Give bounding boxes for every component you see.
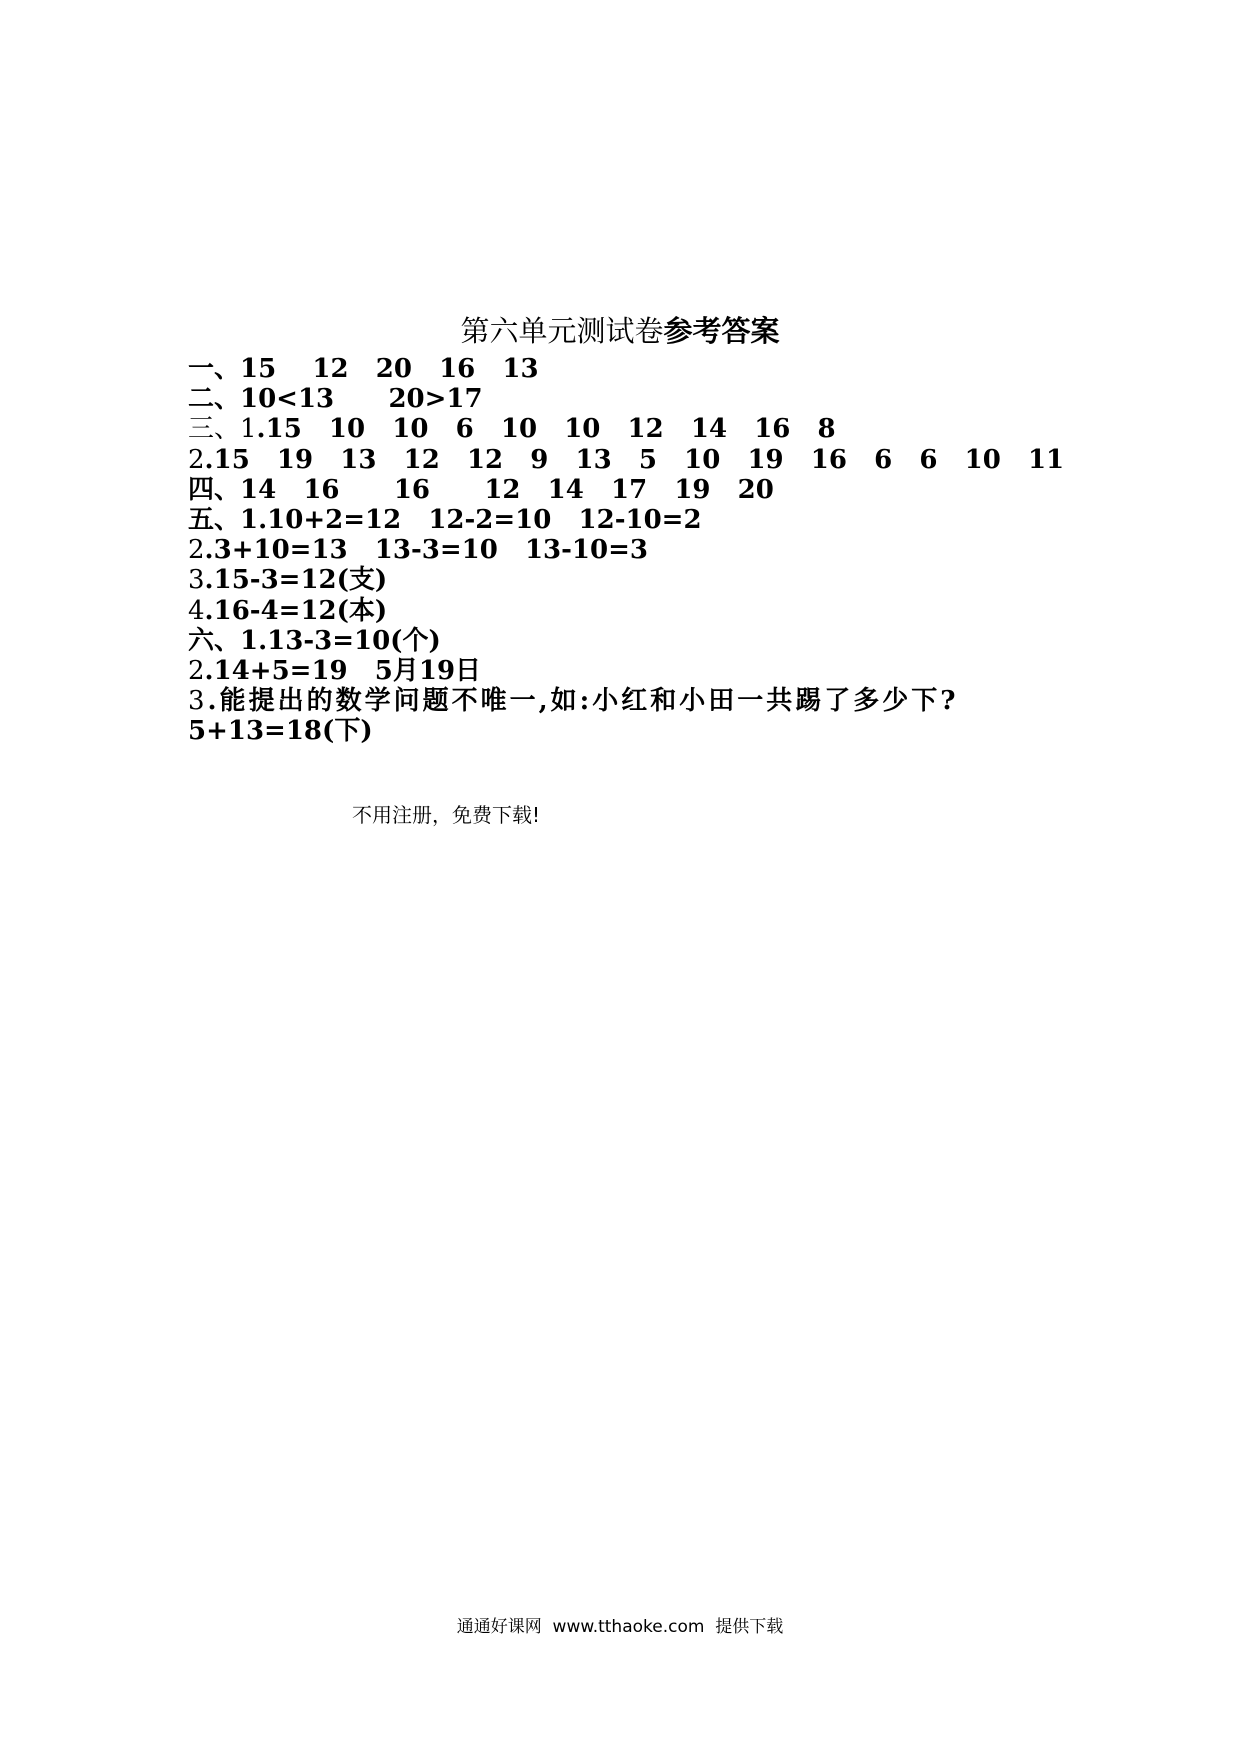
answer-line-7 bbox=[188, 535, 1188, 565]
answer-line-11-text: .14+5=19 5月19日 bbox=[204, 655, 482, 686]
answer-line-4-text: .15 19 13 12 12 9 13 5 10 19 16 6 6 10 11 bbox=[204, 444, 1065, 475]
answer-line-9-text: .16-4=12(本) bbox=[204, 595, 388, 626]
answer-line-9-prefix: 4 bbox=[188, 595, 205, 626]
answer-line-7-text: .3+10=13 13-3=10 13-10=3 bbox=[204, 535, 648, 566]
answer-line-8-prefix: 3 bbox=[188, 565, 205, 596]
answer-line-13 bbox=[188, 716, 1188, 746]
answer-line-13-text: 5+13=18(下) bbox=[188, 716, 373, 747]
free-download-note: 不用注册，免费下载! bbox=[352, 803, 541, 827]
answer-line-11-prefix: 2 bbox=[188, 655, 205, 686]
answer-line-4 bbox=[188, 445, 1188, 475]
answer-line-3-prefix: 三、1 bbox=[188, 414, 257, 445]
answer-line-1-text: 一、15 12 20 16 13 bbox=[188, 354, 539, 384]
answer-line-4-prefix: 2 bbox=[188, 444, 205, 475]
answer-line-5 bbox=[188, 475, 1188, 505]
answer-line-3-text: .15 10 10 6 10 10 12 14 16 8 bbox=[256, 414, 836, 445]
answer-line-7-prefix: 2 bbox=[188, 535, 205, 566]
answer-line-8 bbox=[188, 565, 1188, 595]
title-bold: 参考答案 bbox=[663, 314, 780, 348]
answer-line-6-text: 五、1.10+2=12 12-2=10 12-10=2 bbox=[188, 504, 702, 535]
answer-line-10 bbox=[188, 626, 1188, 656]
answer-line-12-text: .能提出的数学问题不唯一,如:小红和小田一共踢了多少下? bbox=[207, 686, 959, 717]
answer-line-2 bbox=[188, 384, 1188, 414]
answer-line-1 bbox=[188, 354, 1188, 384]
answer-line-6 bbox=[188, 505, 1188, 535]
answer-line-2-text: 二、10<13 20>17 bbox=[188, 384, 483, 415]
answer-list bbox=[188, 354, 1188, 746]
answer-line-5-text: 四、14 16 16 12 14 17 19 20 bbox=[188, 474, 774, 505]
answer-line-9 bbox=[188, 596, 1188, 626]
answer-line-10-text: 六、1.13-3=10(个) bbox=[188, 625, 441, 656]
answer-line-11 bbox=[188, 656, 1188, 686]
answer-line-12-prefix: 3 bbox=[188, 686, 208, 717]
answer-line-12 bbox=[188, 686, 1188, 716]
title-regular: 第六单元测试卷 bbox=[460, 314, 664, 348]
page-title bbox=[0, 314, 1240, 348]
page-footer: 通通好课网 www.tthaoke.com 提供下载 bbox=[456, 1617, 784, 1637]
answer-line-3 bbox=[188, 414, 1188, 444]
answer-line-8-text: .15-3=12(支) bbox=[204, 565, 388, 596]
